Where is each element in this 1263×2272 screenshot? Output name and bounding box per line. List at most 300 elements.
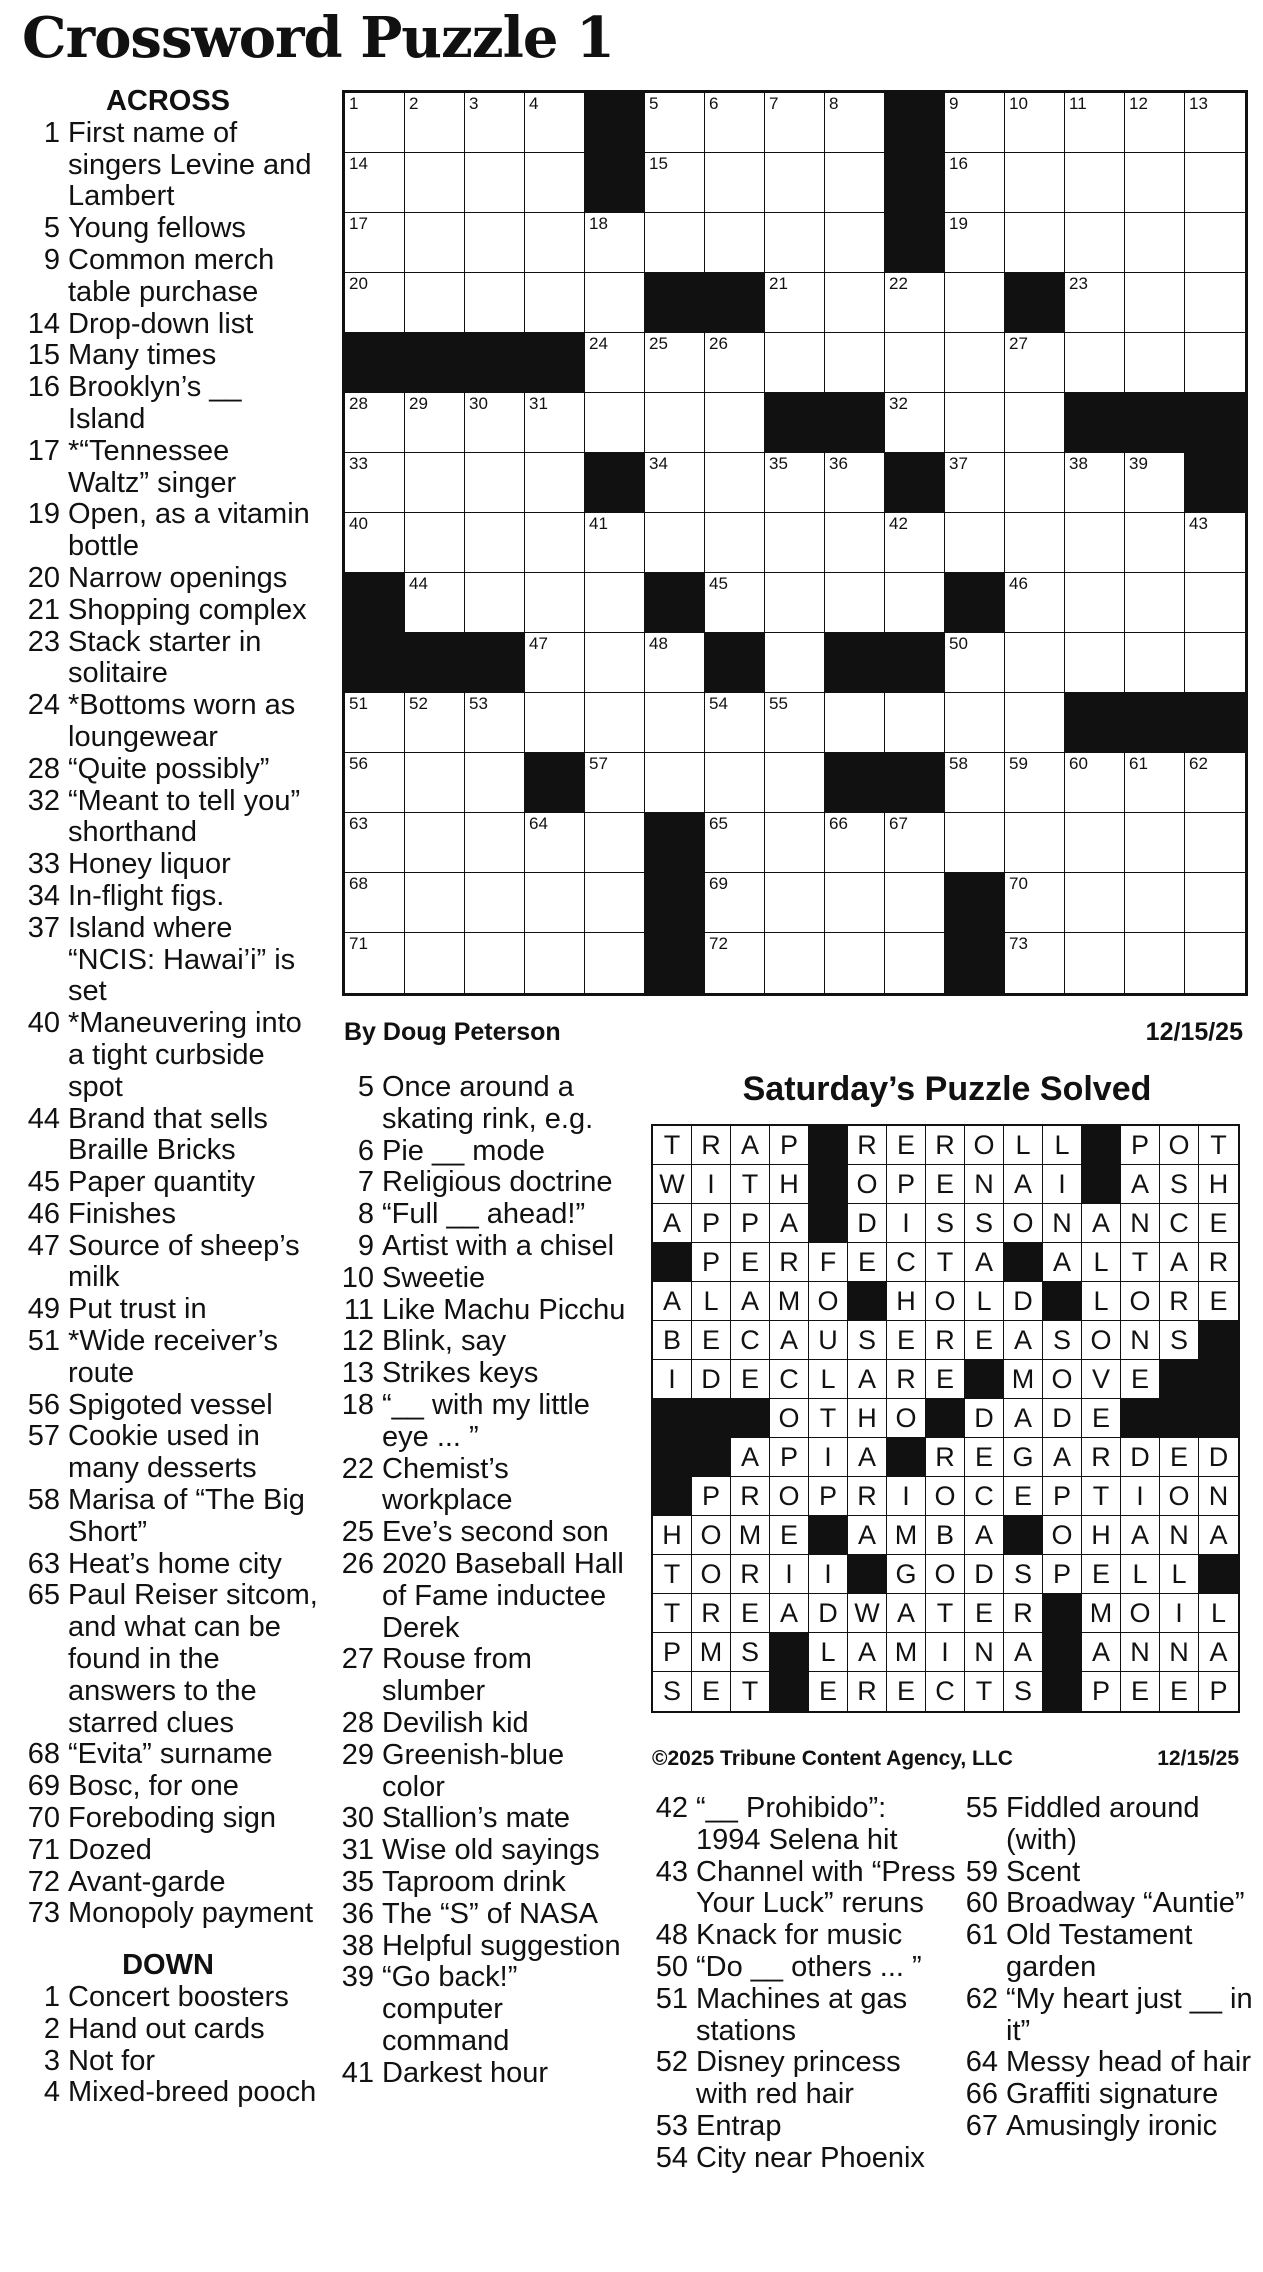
clue-number: 14 (27, 307, 60, 340)
solution-letter: A (1004, 1633, 1043, 1672)
clue-item (646, 1857, 956, 1921)
grid-cell[interactable] (1125, 213, 1185, 273)
clue-item (18, 1835, 318, 1867)
solution-letter: L (1121, 1555, 1160, 1594)
grid-cell[interactable] (465, 213, 525, 273)
grid-cell[interactable] (765, 333, 825, 393)
clue-item (18, 436, 318, 500)
grid-cell[interactable] (1185, 753, 1245, 813)
grid-cell[interactable] (1005, 693, 1065, 753)
grid-cell[interactable] (1125, 333, 1185, 393)
black-square (825, 393, 885, 453)
grid-cell[interactable] (345, 693, 405, 753)
solution-black-square (1043, 1672, 1082, 1711)
grid-cell[interactable] (405, 693, 465, 753)
solution-letter: E (848, 1243, 887, 1282)
solution-black-square (653, 1399, 692, 1438)
grid-cell[interactable] (1125, 813, 1185, 873)
grid-cell[interactable] (885, 393, 945, 453)
grid-cell[interactable] (1185, 93, 1245, 153)
grid-cell[interactable] (585, 753, 645, 813)
grid-cell[interactable] (705, 453, 765, 513)
solution-black-square (770, 1672, 809, 1711)
grid-cell[interactable] (1185, 213, 1245, 273)
cell-number: 33 (349, 454, 368, 473)
clue-text: Island where “NCIS: Hawai’i” is set (68, 911, 296, 1008)
solution-letter: N (1121, 1633, 1160, 1672)
grid-cell[interactable] (465, 933, 525, 993)
solution-black-square (1004, 1516, 1043, 1555)
solution-letter: A (653, 1282, 692, 1321)
grid-cell[interactable] (1065, 573, 1125, 633)
grid-cell[interactable] (1005, 873, 1065, 933)
grid-cell[interactable] (705, 393, 765, 453)
grid-cell[interactable] (825, 153, 885, 213)
grid-cell[interactable] (705, 933, 765, 993)
clue-item (18, 1867, 318, 1899)
grid-cell[interactable] (765, 693, 825, 753)
grid-cell[interactable] (405, 393, 465, 453)
solution-black-square (731, 1399, 770, 1438)
clue-number: 5 (357, 1071, 374, 1103)
grid-cell[interactable] (465, 453, 525, 513)
clue-item (18, 1580, 318, 1739)
grid-cell[interactable] (525, 933, 585, 993)
grid-cell[interactable] (705, 513, 765, 573)
grid-cell[interactable] (405, 813, 465, 873)
grid-cell[interactable] (765, 453, 825, 513)
clue-number: 65 (27, 1579, 60, 1612)
grid-cell[interactable] (945, 393, 1005, 453)
cell-number: 48 (649, 634, 668, 653)
black-square (945, 573, 1005, 633)
solution-letter: L (965, 1282, 1004, 1321)
solution-letter: A (1121, 1516, 1160, 1555)
solution-letter: N (1121, 1204, 1160, 1243)
down-clues-column-4 (956, 1793, 1256, 2143)
grid-cell[interactable] (525, 273, 585, 333)
grid-cell[interactable] (1125, 453, 1185, 513)
clue-number: 40 (27, 1007, 60, 1040)
clue-item (18, 1326, 318, 1390)
clue-number: 4 (43, 2076, 60, 2109)
solution-black-square (1199, 1321, 1238, 1360)
grid-cell[interactable] (345, 393, 405, 453)
grid-cell[interactable] (525, 513, 585, 573)
grid-cell[interactable] (825, 813, 885, 873)
grid-cell[interactable] (1005, 813, 1065, 873)
grid-cell[interactable] (825, 693, 885, 753)
grid-cell[interactable] (405, 753, 465, 813)
solution-letter: E (926, 1165, 965, 1204)
grid-cell[interactable] (765, 813, 825, 873)
grid-cell[interactable] (885, 873, 945, 933)
grid-cell[interactable] (1005, 93, 1065, 153)
grid-cell[interactable] (825, 873, 885, 933)
clue-item (332, 1549, 632, 1644)
grid-cell[interactable] (705, 873, 765, 933)
cell-number: 51 (349, 694, 368, 713)
grid-cell[interactable] (1125, 93, 1185, 153)
grid-cell[interactable] (945, 153, 1005, 213)
cell-number: 69 (709, 874, 728, 893)
clue-text: Heat’s home city (68, 1547, 282, 1580)
cell-number: 38 (1069, 454, 1088, 473)
grid-cell[interactable] (705, 333, 765, 393)
solution-letter: B (926, 1516, 965, 1555)
grid-cell[interactable] (405, 873, 465, 933)
grid-cell[interactable] (585, 633, 645, 693)
grid-cell[interactable] (1005, 153, 1065, 213)
page-title: Crossword Puzzle 1 (22, 5, 614, 71)
clue-text: Concert boosters (68, 1981, 289, 2014)
grid-cell[interactable] (825, 333, 885, 393)
solution-letter: A (1043, 1243, 1082, 1282)
clue-number: 35 (341, 1865, 374, 1898)
grid-cell[interactable] (465, 273, 525, 333)
grid-cell[interactable] (885, 333, 945, 393)
grid-cell[interactable] (885, 693, 945, 753)
grid-cell[interactable] (1065, 213, 1125, 273)
clue-text: Wise old sayings (382, 1834, 600, 1867)
grid-cell[interactable] (1185, 333, 1245, 393)
grid-cell[interactable] (825, 213, 885, 273)
grid-cell[interactable] (705, 753, 765, 813)
grid-cell[interactable] (405, 93, 465, 153)
solution-letter: R (887, 1360, 926, 1399)
clue-number: 62 (965, 1982, 998, 2015)
solution-letter: E (692, 1672, 731, 1711)
clue-item (18, 1803, 318, 1835)
black-square (945, 873, 1005, 933)
clue-number: 33 (27, 848, 60, 881)
grid-cell[interactable] (825, 513, 885, 573)
grid-cell[interactable] (645, 513, 705, 573)
grid-cell[interactable] (885, 273, 945, 333)
grid-cell[interactable] (645, 753, 705, 813)
grid-cell[interactable] (585, 573, 645, 633)
grid-cell[interactable] (945, 333, 1005, 393)
black-square (1185, 693, 1245, 753)
grid-cell[interactable] (585, 213, 645, 273)
cell-number: 59 (1009, 754, 1028, 773)
grid-cell[interactable] (525, 93, 585, 153)
grid-cell[interactable] (405, 213, 465, 273)
grid-cell[interactable] (765, 933, 825, 993)
black-square (825, 753, 885, 813)
grid-cell[interactable] (1185, 573, 1245, 633)
grid-cell[interactable] (645, 393, 705, 453)
grid-cell[interactable] (945, 213, 1005, 273)
solution-letter: O (1160, 1126, 1199, 1165)
clue-text: Open, as a vitamin bottle (68, 498, 310, 563)
grid-cell[interactable] (1065, 873, 1125, 933)
clue-item (332, 1899, 632, 1931)
grid-cell[interactable] (1185, 273, 1245, 333)
grid-cell[interactable] (345, 513, 405, 573)
grid-cell[interactable] (765, 753, 825, 813)
grid-cell[interactable] (1185, 873, 1245, 933)
grid-cell[interactable] (1005, 933, 1065, 993)
grid-cell[interactable] (885, 933, 945, 993)
grid-cell[interactable] (525, 153, 585, 213)
black-square (1185, 393, 1245, 453)
solution-letter: L (809, 1360, 848, 1399)
solution-letter: A (1199, 1633, 1238, 1672)
black-square (345, 333, 405, 393)
solution-letter: N (1160, 1633, 1199, 1672)
grid-cell[interactable] (645, 93, 705, 153)
grid-cell[interactable] (405, 153, 465, 213)
clue-number: 56 (27, 1388, 60, 1421)
grid-cell[interactable] (1065, 333, 1125, 393)
grid-cell[interactable] (405, 573, 465, 633)
clue-text: Dozed (68, 1833, 152, 1866)
grid-cell[interactable] (645, 333, 705, 393)
grid-cell[interactable] (1005, 513, 1065, 573)
grid-cell[interactable] (345, 273, 405, 333)
grid-cell[interactable] (825, 933, 885, 993)
grid-cell[interactable] (345, 453, 405, 513)
grid-cell[interactable] (765, 213, 825, 273)
clue-text: Strikes keys (382, 1357, 539, 1390)
grid-cell[interactable] (705, 93, 765, 153)
grid-cell[interactable] (645, 693, 705, 753)
grid-cell[interactable] (1065, 513, 1125, 573)
grid-cell[interactable] (585, 813, 645, 873)
grid-cell[interactable] (585, 273, 645, 333)
grid-cell[interactable] (705, 813, 765, 873)
clue-text: Shopping complex (68, 593, 307, 626)
grid-cell[interactable] (885, 813, 945, 873)
solution-letter: O (926, 1555, 965, 1594)
clue-number: 73 (27, 1897, 60, 1930)
black-square (1125, 693, 1185, 753)
cell-number: 6 (709, 94, 719, 113)
grid-cell[interactable] (525, 633, 585, 693)
clue-text: Machines at gas stations (696, 1982, 908, 2047)
clue-item (18, 563, 318, 595)
grid-cell[interactable] (885, 513, 945, 573)
grid-cell[interactable] (1005, 213, 1065, 273)
solution-letter: T (1121, 1243, 1160, 1282)
solution-letter: T (653, 1555, 692, 1594)
clue-item (18, 1199, 318, 1231)
grid-cell[interactable] (945, 753, 1005, 813)
grid-cell[interactable] (525, 213, 585, 273)
grid-cell[interactable] (585, 873, 645, 933)
grid-cell[interactable] (1185, 813, 1245, 873)
grid-cell[interactable] (585, 333, 645, 393)
grid-cell[interactable] (465, 153, 525, 213)
clue-number: 45 (27, 1166, 60, 1199)
grid-cell[interactable] (345, 93, 405, 153)
grid-cell[interactable] (1065, 933, 1125, 993)
cell-number: 24 (589, 334, 608, 353)
cell-number: 41 (589, 514, 608, 533)
grid-cell[interactable] (585, 933, 645, 993)
grid-cell[interactable] (1065, 273, 1125, 333)
grid-cell[interactable] (765, 273, 825, 333)
grid-cell[interactable] (465, 693, 525, 753)
grid-cell[interactable] (705, 213, 765, 273)
clue-item (18, 1294, 318, 1326)
solution-black-square (653, 1477, 692, 1516)
grid-cell[interactable] (525, 393, 585, 453)
grid-cell[interactable] (525, 813, 585, 873)
grid-cell[interactable] (405, 273, 465, 333)
cell-number: 60 (1069, 754, 1088, 773)
grid-cell[interactable] (345, 153, 405, 213)
grid-cell[interactable] (705, 573, 765, 633)
clue-item (956, 1857, 1256, 1889)
clue-item (332, 1295, 632, 1327)
grid-cell[interactable] (465, 393, 525, 453)
grid-cell[interactable] (585, 693, 645, 753)
puzzle-date: 12/15/25 (1145, 1018, 1243, 1046)
grid-cell[interactable] (1185, 513, 1245, 573)
grid-cell[interactable] (1125, 873, 1185, 933)
grid-cell[interactable] (885, 573, 945, 633)
grid-cell[interactable] (705, 693, 765, 753)
solution-letter: L (1043, 1126, 1082, 1165)
solution-letter: M (770, 1282, 809, 1321)
grid-cell[interactable] (825, 573, 885, 633)
grid-cell[interactable] (465, 513, 525, 573)
grid-cell[interactable] (945, 633, 1005, 693)
grid-cell[interactable] (1065, 453, 1125, 513)
grid-cell[interactable] (1065, 753, 1125, 813)
grid-cell[interactable] (765, 873, 825, 933)
grid-cell[interactable] (1005, 333, 1065, 393)
grid-cell[interactable] (765, 153, 825, 213)
clue-item (332, 1072, 632, 1136)
solution-letter: A (1199, 1516, 1238, 1555)
grid-cell[interactable] (825, 273, 885, 333)
grid-cell[interactable] (945, 453, 1005, 513)
grid-cell[interactable] (525, 573, 585, 633)
grid-cell[interactable] (405, 453, 465, 513)
cell-number: 68 (349, 874, 368, 893)
grid-cell[interactable] (405, 933, 465, 993)
grid-cell[interactable] (705, 153, 765, 213)
solution-letter: A (731, 1126, 770, 1165)
clue-number: 27 (341, 1643, 374, 1676)
grid-cell[interactable] (345, 933, 405, 993)
grid-cell[interactable] (765, 513, 825, 573)
grid-cell[interactable] (1125, 933, 1185, 993)
grid-cell[interactable] (1005, 573, 1065, 633)
solution-letter: A (1043, 1438, 1082, 1477)
grid-cell[interactable] (465, 573, 525, 633)
grid-cell[interactable] (1065, 813, 1125, 873)
grid-cell[interactable] (645, 453, 705, 513)
solution-letter: P (1121, 1126, 1160, 1165)
clue-item (18, 881, 318, 913)
grid-cell[interactable] (345, 873, 405, 933)
cell-number: 52 (409, 694, 428, 713)
grid-cell[interactable] (585, 513, 645, 573)
cell-number: 53 (469, 694, 488, 713)
grid-cell[interactable] (525, 693, 585, 753)
grid-cell[interactable] (1005, 633, 1065, 693)
grid-cell[interactable] (945, 693, 1005, 753)
grid-cell[interactable] (1185, 933, 1245, 993)
black-square (705, 273, 765, 333)
grid-cell[interactable] (945, 273, 1005, 333)
cell-number: 21 (769, 274, 788, 293)
black-square (885, 93, 945, 153)
grid-cell[interactable] (945, 513, 1005, 573)
grid-cell[interactable] (525, 453, 585, 513)
grid-cell[interactable] (465, 813, 525, 873)
grid-cell[interactable] (645, 213, 705, 273)
grid-cell[interactable] (1125, 633, 1185, 693)
grid-cell[interactable] (1005, 393, 1065, 453)
solution-letter: P (1043, 1555, 1082, 1594)
grid-cell[interactable] (585, 393, 645, 453)
grid-cell[interactable] (1125, 273, 1185, 333)
grid-cell[interactable] (465, 753, 525, 813)
grid-cell[interactable] (765, 93, 825, 153)
solution-letter: F (809, 1243, 848, 1282)
grid-cell[interactable] (1005, 753, 1065, 813)
grid-cell[interactable] (825, 453, 885, 513)
clue-number: 70 (27, 1802, 60, 1835)
grid-cell[interactable] (345, 213, 405, 273)
clue-text: Artist with a chisel (382, 1229, 615, 1262)
grid-cell[interactable] (765, 573, 825, 633)
clue-text: Messy head of hair (1006, 2046, 1252, 2079)
clue-number: 63 (27, 1547, 60, 1580)
grid-cell[interactable] (465, 93, 525, 153)
grid-cell[interactable] (345, 813, 405, 873)
clue-item (18, 595, 318, 627)
grid-cell[interactable] (945, 93, 1005, 153)
grid-cell[interactable] (1125, 573, 1185, 633)
grid-cell[interactable] (1185, 153, 1245, 213)
grid-cell[interactable] (1185, 633, 1245, 693)
clue-text: Rouse from slumber (382, 1643, 532, 1708)
solution-letter: S (653, 1672, 692, 1711)
clue-text: Greenish-blue color (382, 1738, 565, 1803)
solved-puzzle-title: Saturday’s Puzzle Solved (742, 1070, 1152, 1108)
grid-cell[interactable] (1065, 153, 1125, 213)
clue-number: 16 (27, 371, 60, 404)
grid-cell[interactable] (1065, 633, 1125, 693)
grid-cell[interactable] (1005, 453, 1065, 513)
grid-cell[interactable] (405, 513, 465, 573)
grid-cell[interactable] (525, 873, 585, 933)
grid-cell[interactable] (465, 873, 525, 933)
grid-cell[interactable] (1065, 93, 1125, 153)
clue-number: 11 (343, 1293, 374, 1326)
cell-number: 23 (1069, 274, 1088, 293)
grid-cell[interactable] (645, 153, 705, 213)
cell-number: 12 (1129, 94, 1148, 113)
grid-cell[interactable] (825, 93, 885, 153)
grid-cell[interactable] (645, 633, 705, 693)
grid-cell[interactable] (1125, 513, 1185, 573)
grid-cell[interactable] (945, 813, 1005, 873)
grid-cell[interactable] (765, 633, 825, 693)
grid-cell[interactable] (1125, 153, 1185, 213)
grid-cell[interactable] (345, 753, 405, 813)
clue-item (332, 1136, 632, 1168)
solution-letter: A (848, 1633, 887, 1672)
grid-cell[interactable] (1125, 753, 1185, 813)
solution-letter: A (1004, 1165, 1043, 1204)
